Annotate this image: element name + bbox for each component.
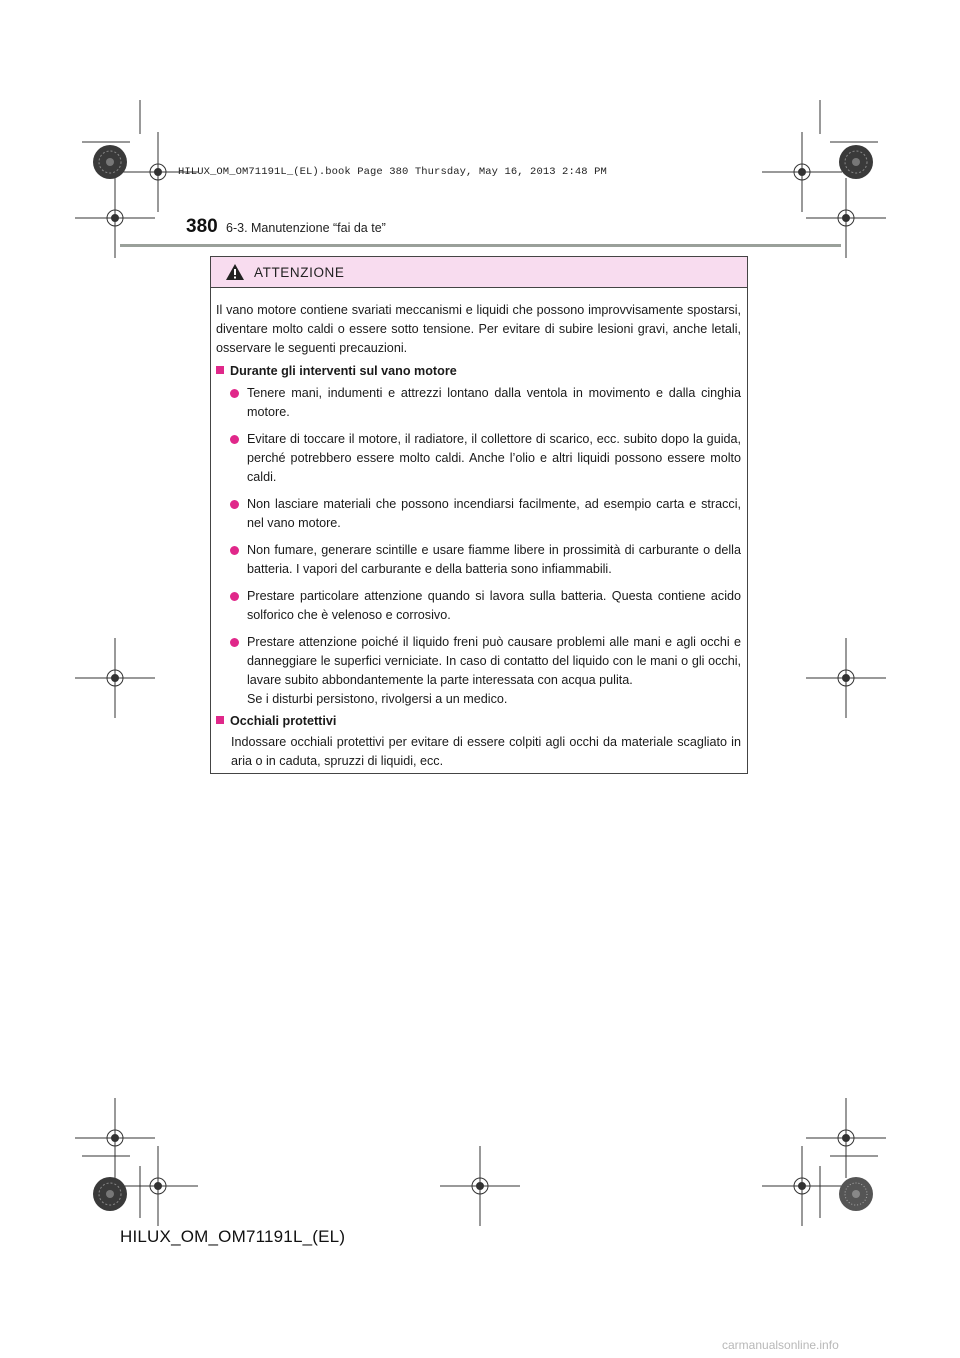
round-bullet-icon <box>230 546 239 555</box>
header-rule <box>120 244 841 247</box>
round-bullet-icon <box>230 638 239 647</box>
list-item-text: Non fumare, generare scintille e usare fiamme libere in prossimità di carburante o della batteria. I vapori del carburante e della batteria sono infiammabili. <box>247 543 741 576</box>
list-item-extra: Se i disturbi persistono, rivolgersi a un medico. <box>247 692 508 706</box>
list-item-text <box>247 633 741 709</box>
goggles-text: Indossare occhiali protettivi per evitare di essere colpiti agli occhi da materiale scagliato in aria o in caduta, spruzzi di liquidi, ecc. <box>231 735 741 768</box>
section-heading-text: Durante gli interventi sul vano motore <box>230 364 457 378</box>
warning-title: ATTENZIONE <box>254 264 345 280</box>
warning-header <box>211 257 747 288</box>
document-code: HILUX_OM_OM71191L_(EL) <box>120 1227 346 1246</box>
section-title: 6-3. Manutenzione “fai da te” <box>226 221 386 235</box>
list-item <box>216 495 741 533</box>
list-item-text: Prestare particolare attenzione quando si lavora sulla batteria. Questa contiene acido solforico che è velenoso e corrosivo. <box>247 589 741 622</box>
round-bullet-icon <box>230 435 239 444</box>
round-bullet-icon <box>230 592 239 601</box>
warning-box <box>210 256 748 774</box>
warning-triangle-icon <box>225 263 245 281</box>
section-heading-goggles <box>216 712 741 731</box>
list-item-text: Non lasciare materiali che possono incendiarsi facilmente, ad esempio carta e stracci, nel vano motore. <box>247 497 741 530</box>
section-heading-text: Occhiali protettivi <box>230 714 337 728</box>
list-item <box>216 587 741 625</box>
page-number: 380 <box>186 216 218 237</box>
square-bullet-icon <box>216 716 224 724</box>
list-item <box>216 633 741 709</box>
round-bullet-icon <box>230 389 239 398</box>
file-stamp: HILUX_OM_OM71191L_(EL).book Page 380 Thursday, May 16, 2013 2:48 PM <box>178 166 607 178</box>
list-item-text: Evitare di toccare il motore, il radiatore, il collettore di scarico, ecc. subito dopo la guida, perché potrebbero essere molto caldi. Anche l’olio e altri liquidi possono essere molto caldi. <box>247 432 741 484</box>
list-item <box>216 541 741 579</box>
round-bullet-icon <box>230 500 239 509</box>
warning-body <box>211 288 747 771</box>
list-item-main: Prestare attenzione poiché il liquido freni può causare problemi alle mani e agli occhi e danneggiare le superfici verniciate. In caso di contatto del liquido con le mani o gli occhi, lavare subito abbondantemente la parte interessata con acqua pulita. <box>247 635 741 687</box>
list-item <box>216 430 741 487</box>
list-item-text: Tenere mani, indumenti e attrezzi lontano dalla ventola in movimento e dalla cinghia motore. <box>247 386 741 419</box>
list-item <box>216 384 741 422</box>
section-heading-engine-bay <box>216 362 741 381</box>
square-bullet-icon <box>216 366 224 374</box>
warning-intro: Il vano motore contiene svariati meccanismi e liquidi che possono improvvisamente spostarsi, diventare molto caldi o essere sotto tensione. Per evitare di subire lesioni gravi, anche letali, osservare le seguenti precauzioni. <box>216 303 741 355</box>
watermark: carmanualsonline.info <box>722 1338 839 1352</box>
